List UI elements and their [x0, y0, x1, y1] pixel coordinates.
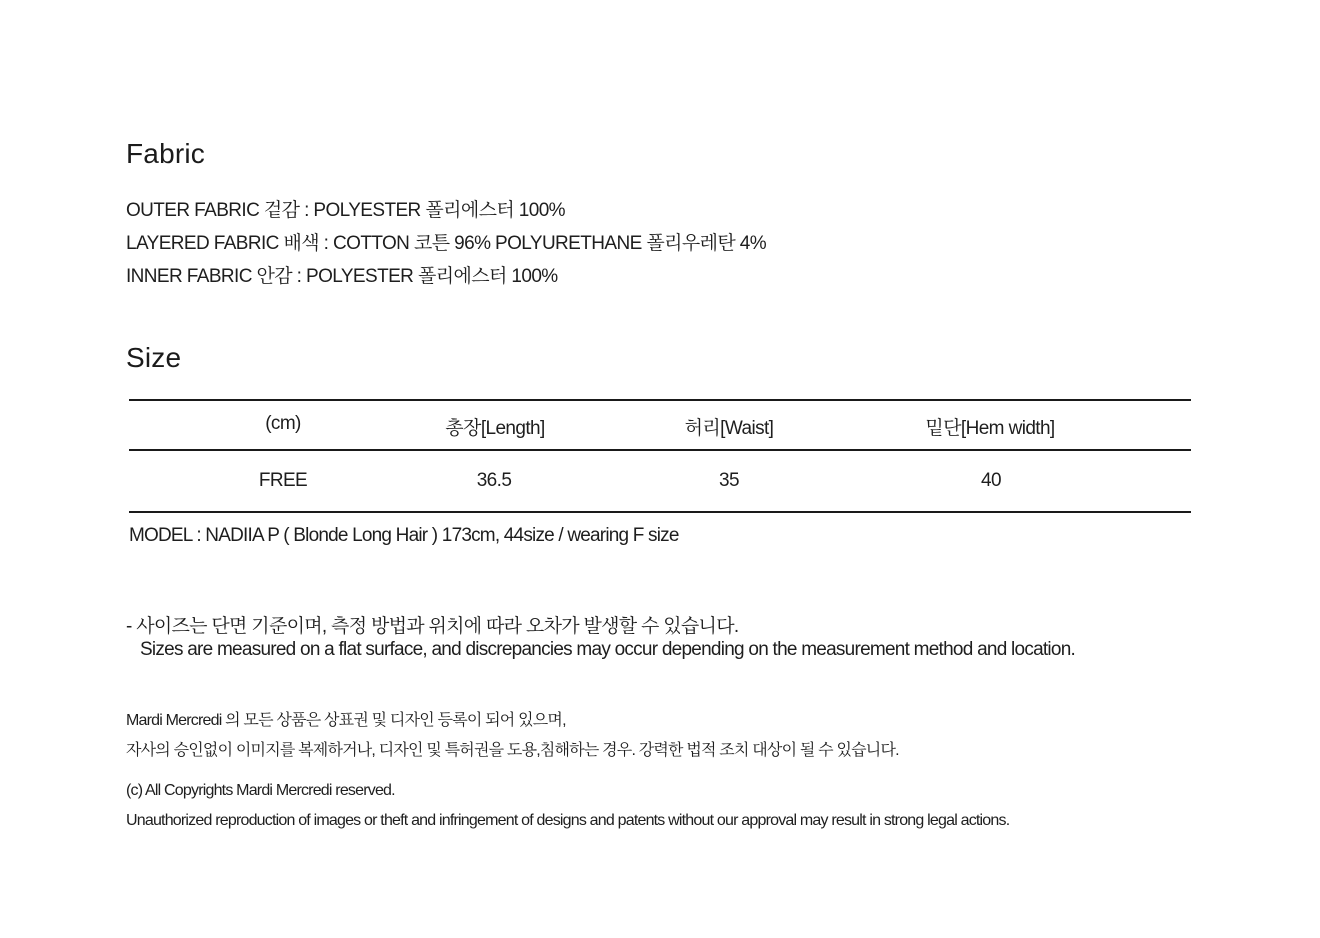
table-header-unit: (cm)	[265, 413, 301, 434]
table-top-rule	[129, 399, 1191, 401]
legal-warning-english: Unauthorized reproduction of images or theft and infringement of designs and patents without our approval may result in strong legal actions.	[126, 812, 1010, 829]
table-header-length: 총장[Length]	[445, 418, 545, 439]
fabric-heading: Fabric	[126, 138, 205, 169]
fabric-outer-line: OUTER FABRIC 겉감 : POLYESTER 폴리에스터 100%	[126, 200, 565, 221]
size-notice-english: Sizes are measured on a flat surface, and discrepancies may occur depending on the measurement method and location.	[140, 639, 1076, 660]
table-cell-hem-width: 40	[981, 470, 1001, 491]
table-cell-size: FREE	[258, 470, 308, 491]
model-info: MODEL : NADIIA P ( Blonde Long Hair ) 173cm, 44size / wearing F size	[129, 525, 679, 546]
table-header-rule	[129, 449, 1191, 451]
table-cell-waist: 35	[719, 470, 739, 491]
size-notice-korean: - 사이즈는 단면 기준이며, 측정 방법과 위치에 따라 오차가 발생할 수 있습니다.	[126, 616, 739, 637]
table-header-hem-width: 밑단[Hem width]	[925, 418, 1055, 439]
copyright-line: (c) All Copyrights Mardi Mercredi reserved.	[126, 782, 395, 799]
legal-trademark-korean-2: 자사의 승인없이 이미지를 복제하거나, 디자인 및 특허권을 도용,침해하는 경우. 강력한 법적 조치 대상이 될 수 있습니다.	[126, 742, 899, 759]
table-bottom-rule	[129, 511, 1191, 513]
fabric-inner-line: INNER FABRIC 안감 : POLYESTER 폴리에스터 100%	[126, 266, 558, 287]
table-header-waist: 허리[Waist]	[684, 418, 774, 439]
legal-trademark-korean-1: Mardi Mercredi 의 모든 상품은 상표권 및 디자인 등록이 되어 있으며,	[126, 712, 566, 729]
table-cell-length: 36.5	[476, 470, 512, 491]
fabric-layered-line: LAYERED FABRIC 배색 : COTTON 코튼 96% POLYURETHANE 폴리우레탄 4%	[126, 233, 767, 254]
size-heading: Size	[126, 342, 182, 373]
